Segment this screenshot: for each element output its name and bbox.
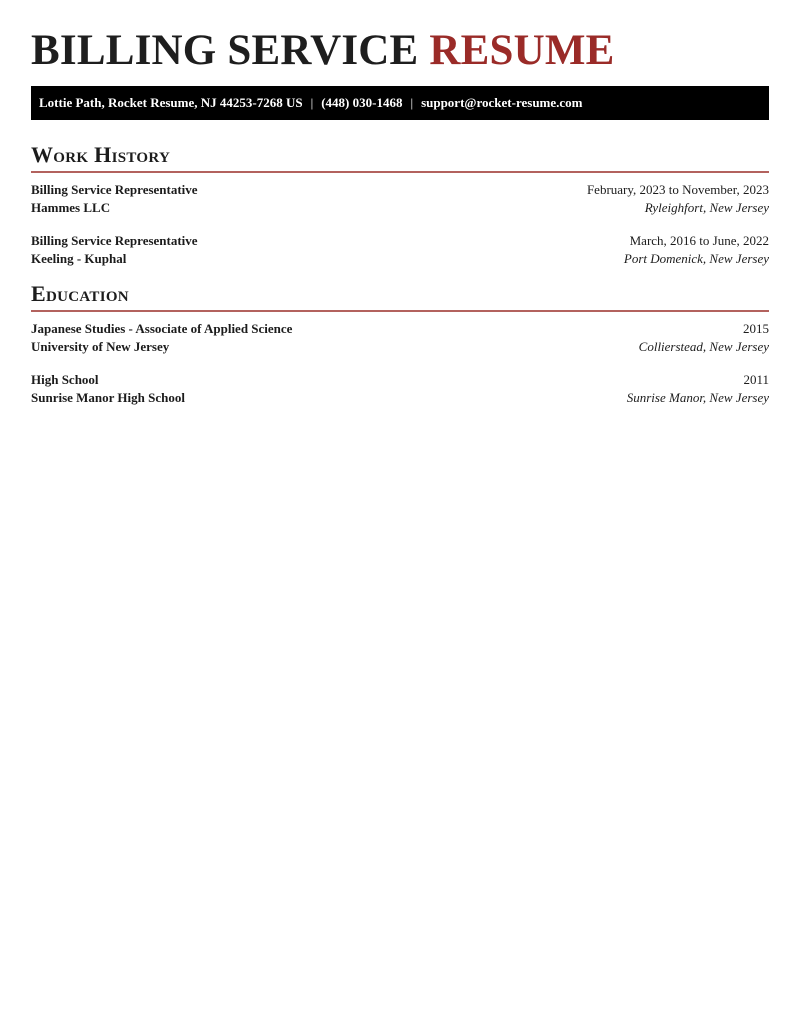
job-title: Billing Service Representative — [31, 233, 198, 248]
title-main: BILLING SERVICE — [31, 27, 419, 74]
section-heading-education: Education — [31, 281, 769, 312]
job-dates: March, 2016 to June, 2022 — [629, 233, 769, 248]
employer-name: Keeling - Kuphal — [31, 250, 127, 266]
entry-row-secondary — [31, 250, 769, 268]
school-location: Sunrise Manor, New Jersey — [626, 389, 769, 405]
entry-row-primary — [31, 181, 769, 199]
entry-row-secondary — [31, 338, 769, 356]
graduation-year: 2011 — [743, 372, 769, 387]
entry-row-primary — [31, 232, 769, 250]
job-location: Ryleighfort, New Jersey — [644, 199, 769, 215]
work-entry — [31, 181, 769, 216]
work-entry — [31, 232, 769, 267]
degree-title: Japanese Studies - Associate of Applied Science — [31, 321, 293, 336]
graduation-year: 2015 — [743, 321, 769, 336]
education-section — [31, 281, 769, 406]
education-entries — [31, 312, 769, 406]
degree-title: High School — [31, 372, 99, 387]
title-accent: RESUME — [429, 27, 615, 74]
contact-separator: | — [310, 95, 314, 110]
education-entry — [31, 371, 769, 406]
employer-name: Hammes LLC — [31, 199, 111, 215]
resume-title — [31, 0, 769, 73]
contact-separator: | — [410, 95, 414, 110]
job-dates: February, 2023 to November, 2023 — [586, 182, 769, 197]
school-name: Sunrise Manor High School — [31, 389, 185, 405]
contact-email: support@rocket-resume.com — [421, 95, 583, 110]
education-entry — [31, 320, 769, 355]
entry-row-secondary — [31, 389, 769, 407]
job-location: Port Domenick, New Jersey — [623, 250, 769, 266]
contact-address: Lottie Path, Rocket Resume, NJ 44253-7268 US — [39, 95, 303, 110]
contact-bar — [31, 86, 769, 120]
entry-row-secondary — [31, 199, 769, 217]
school-location: Collierstead, New Jersey — [638, 338, 769, 354]
entry-row-primary — [31, 320, 769, 338]
job-title: Billing Service Representative — [31, 182, 198, 197]
work-history-entries — [31, 173, 769, 267]
contact-phone: (448) 030-1468 — [321, 95, 403, 110]
work-history-section — [31, 142, 769, 267]
section-heading-work-history: Work History — [31, 142, 769, 173]
entry-row-primary — [31, 371, 769, 389]
school-name: University of New Jersey — [31, 338, 170, 354]
